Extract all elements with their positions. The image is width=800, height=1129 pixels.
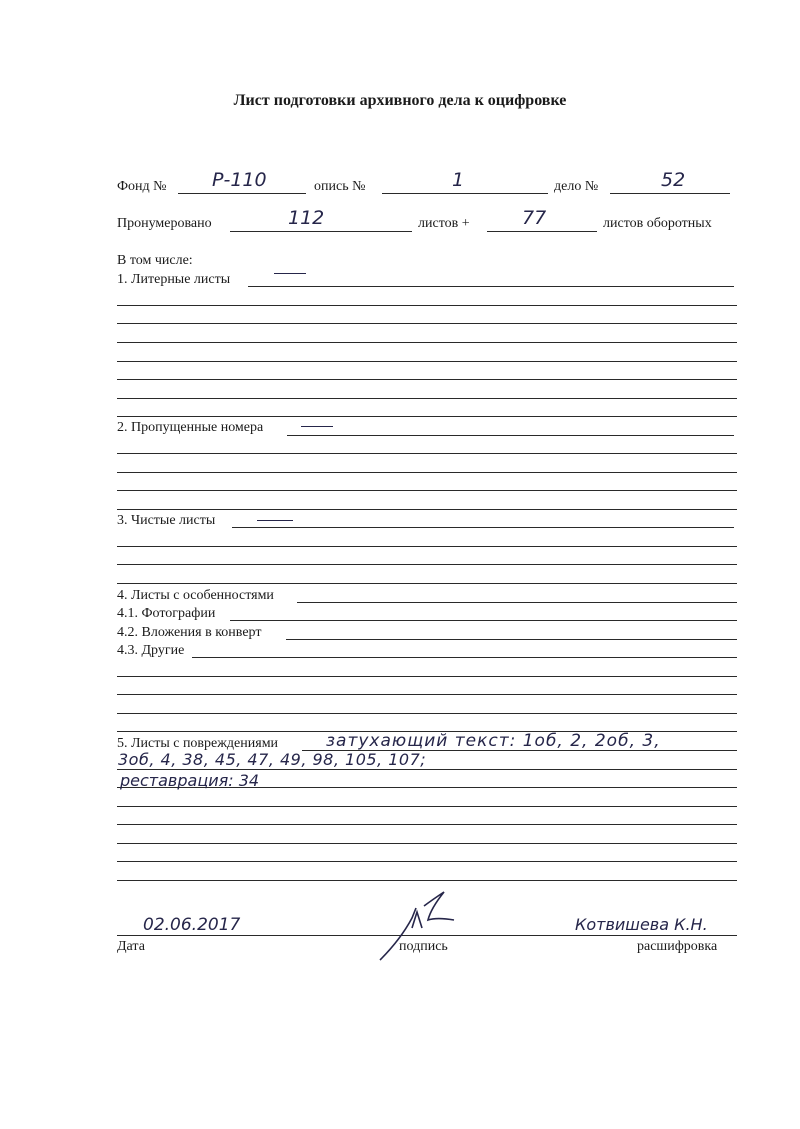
sheets-value: 112	[288, 207, 325, 229]
special-sheets-line	[297, 602, 737, 603]
form-line	[117, 806, 737, 807]
other-line	[192, 657, 737, 658]
form-line	[117, 564, 737, 565]
decoding-value: Котвишева К.Н.	[575, 915, 708, 934]
envelope-line	[286, 639, 737, 640]
opis-value: 1	[452, 169, 465, 191]
photos-label: 4.1. Фотографии	[117, 606, 216, 621]
sheets-line	[230, 231, 412, 232]
form-line	[117, 472, 737, 473]
form-line	[117, 694, 737, 695]
fond-label: Фонд №	[117, 179, 167, 194]
special-sheets-label: 4. Листы с особенностями	[117, 588, 274, 603]
delo-line	[610, 193, 730, 194]
letter-sheets-dash	[274, 273, 306, 274]
letter-sheets-line	[248, 286, 734, 287]
fond-line	[178, 193, 306, 194]
damaged-entry-line-3: реставрация: 34	[120, 771, 260, 790]
form-line	[117, 323, 737, 324]
back-sheets-line	[487, 231, 597, 232]
form-line	[117, 880, 737, 881]
numbered-label: Пронумеровано	[117, 216, 212, 231]
blank-sheets-label: 3. Чистые листы	[117, 513, 216, 528]
form-line	[117, 861, 737, 862]
form-line	[117, 546, 737, 547]
fond-value: Р-110	[212, 169, 267, 191]
page-title: Лист подготовки архивного дела к оцифровке	[233, 92, 567, 109]
form-line	[117, 342, 737, 343]
sheets-label: листов +	[418, 216, 470, 231]
back-sheets-value: 77	[522, 207, 547, 229]
form-line	[117, 583, 737, 584]
form-line	[117, 824, 737, 825]
missing-numbers-label: 2. Пропущенные номера	[117, 420, 264, 435]
form-line	[117, 379, 737, 380]
form-line	[117, 490, 737, 491]
form-line	[117, 713, 737, 714]
form-line	[117, 305, 737, 306]
letter-sheets-label: 1. Литерные листы	[117, 272, 231, 287]
back-sheets-label: листов оборотных	[603, 216, 712, 231]
delo-label: дело №	[554, 179, 599, 194]
blank-sheets-line	[232, 527, 734, 528]
other-label: 4.3. Другие	[117, 643, 185, 658]
opis-label: опись №	[314, 179, 366, 194]
photos-line	[230, 620, 737, 621]
date-value: 02.06.2017	[143, 915, 241, 935]
handwritten-signature	[372, 888, 482, 968]
delo-value: 52	[661, 169, 686, 191]
including-label: В том числе:	[117, 253, 193, 268]
date-label: Дата	[117, 939, 145, 954]
form-line	[117, 453, 737, 454]
form-line	[117, 843, 737, 844]
decoding-label: расшифровка	[637, 939, 718, 954]
damaged-entry-line-1: затухающий текст: 1об, 2, 2об, 3,	[326, 731, 661, 751]
damaged-entry-line-2: 3об, 4, 38, 45, 47, 49, 98, 105, 107;	[118, 750, 427, 769]
opis-line	[382, 193, 548, 194]
missing-numbers-line	[287, 435, 734, 436]
missing-numbers-dash	[301, 426, 333, 427]
signature-label: подпись	[399, 939, 448, 954]
envelope-label: 4.2. Вложения в конверт	[117, 625, 262, 640]
form-line	[117, 509, 737, 510]
form-line	[117, 398, 737, 399]
blank-sheets-dash	[257, 520, 293, 521]
form-line	[117, 416, 737, 417]
form-line	[117, 361, 737, 362]
form-line	[117, 676, 737, 677]
damaged-sheets-label: 5. Листы с повреждениями	[117, 736, 279, 751]
